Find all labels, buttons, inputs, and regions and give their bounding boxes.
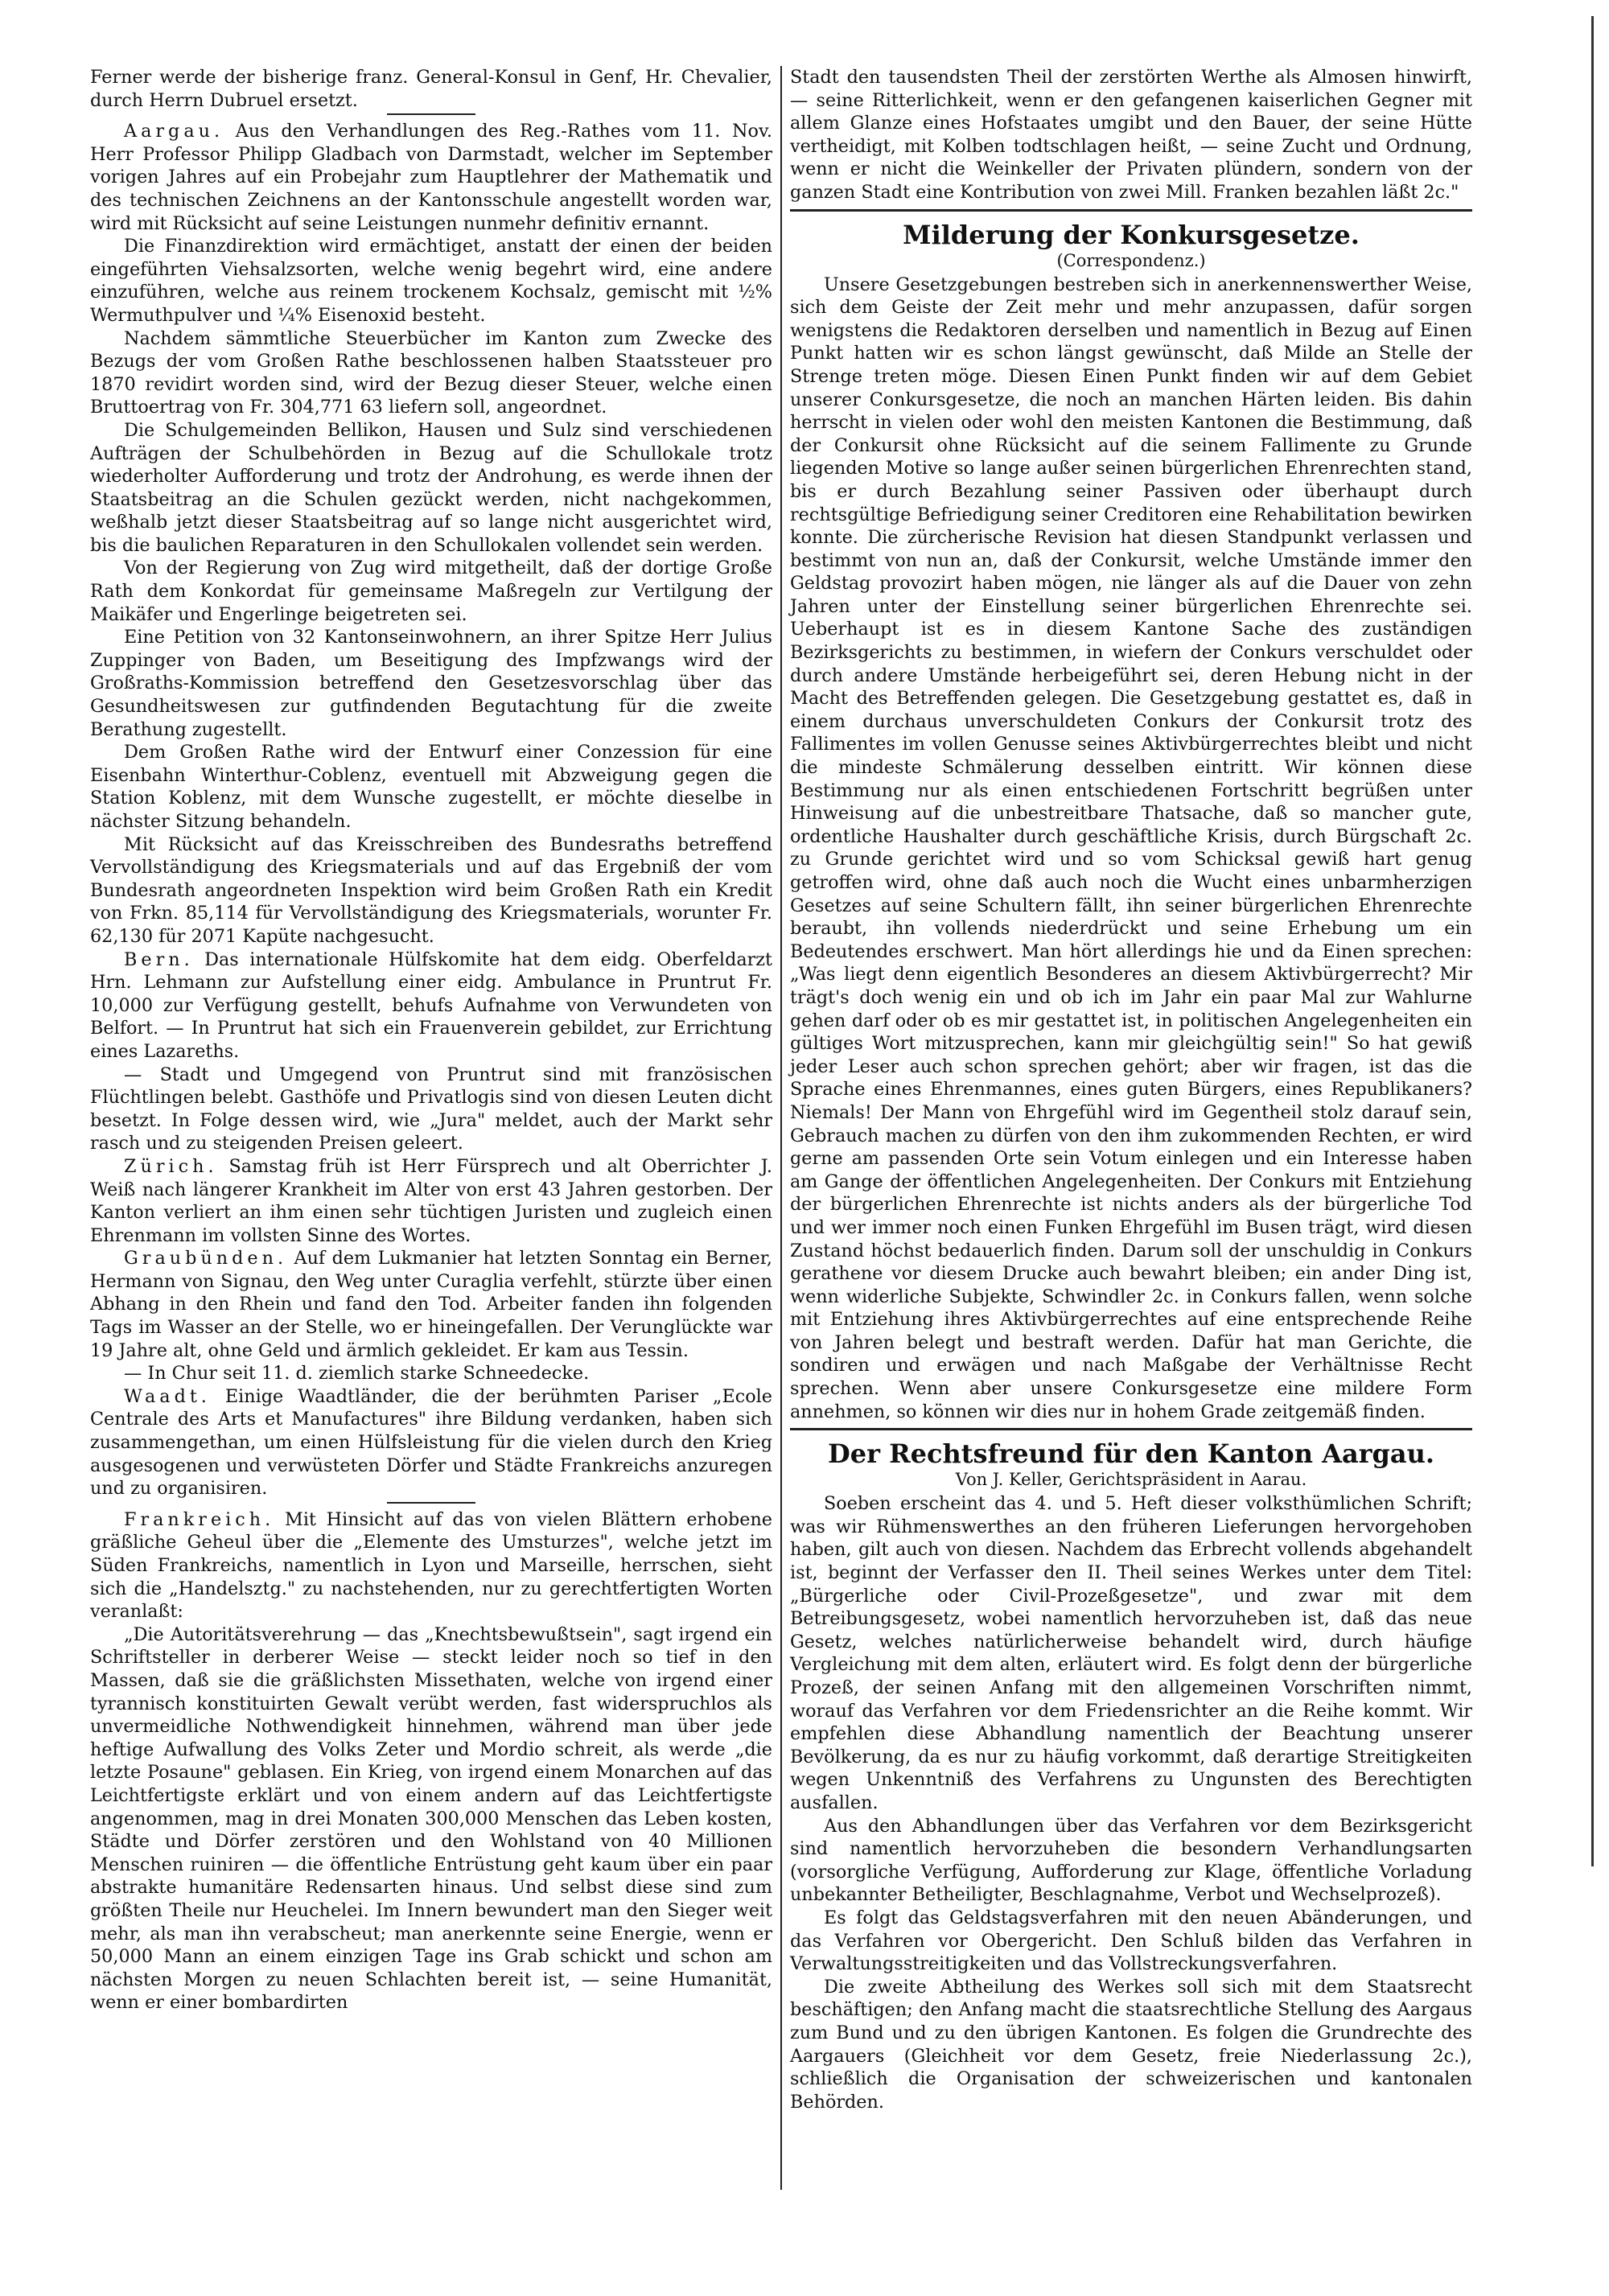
rechtsfreund-article-title: Der Rechtsfreund für den Kanton Aargau. xyxy=(827,1438,1435,1470)
rechtsfreund-paragraph-1: Soeben erscheint das 4. und 5. Heft dieser volksthümlichen Schrift; was wir Rühmenswerthes an den früheren Lieferungen hervorgehoben haben, gilt auch von diesen. Nachdem das Erbrecht vollends abgehandelt ist, beginnt der Verfasser den II. Theil seines Werkes unter dem Titel: „Bürgerliche oder Civil-Prozeßgesetze", und zwar mit dem Betreibungsgesetz, wobei namentlich hervorzuheben ist, daß das neue Gesetz, welches natürlicherweise behandelt wird, durch häufige Vergleichung mit dem alten, erläutert wird. Es folgt denn der bürgerliche Prozeß, der seinen Anfang mit den allgemeinen Vorschriften nimmt, worauf das Verfahren vor dem Friedensrichter an die Reihe kommt. Wir empfehlen diese Abhandlung namentlich der Beachtung unserer Bevölkerung, da es nur zu häufig vorkommt, daß derartige Streitigkeiten wegen Unkenntniß des Verfahrens zu Ungunsten des Berechtigten ausfallen. xyxy=(790,1493,1472,1813)
graubuenden-text: Auf dem Lukmanier hat letzten Sonntag ein Berner, Hermann von Signau, den Weg unter Curaglia verfehlt, stürzte über einen Abhang in den Rhein und fand den Tod. Arbeiter fanden ihn folgenden Tags im Wasser an der Stelle, wo er hineingefallen. Der Verunglückte war 19 Jahre alt, ohne Geld und ärmlich gekleidet. Er kam aus Tessin. xyxy=(90,1248,772,1361)
graubuenden-paragraph xyxy=(90,1247,772,1362)
rechtsfreund-byline: Von J. Keller, Gerichtspräsident in Aarau. xyxy=(955,1470,1307,1490)
aargau-salt-paragraph: Die Finanzdirektion wird ermächtiget, anstatt der einen der beiden eingeführten Viehsalzsorten, welche wenig begehrt wird, eine andere einzuführen, welche aus reinem trockenem Kochsalz, gemischt mit ½% Wermuthpulver und ¼% Eisenoxid besteht. xyxy=(90,236,772,326)
konkurs-byline: (Correspondenz.) xyxy=(1056,250,1206,270)
place-zuerich: Zürich. xyxy=(124,1155,218,1177)
aargau-war-material-paragraph: Mit Rücksicht auf das Kreisschreiben des Bundesraths betreffend Vervollständigung des Kriegsmaterials und auf das Ergebniß der vom Bundesrath angeordneten Inspektion wird beim Großen Rath ein Kredit von Frkn. 85,114 für Vervollständigung des Kriegsmaterials, worunter Fr. 62,130 für 2071 Kapüte nachgesucht. xyxy=(90,833,772,947)
aargau-zug-paragraph: Von der Regierung von Zug wird mitgetheilt, daß der dortige Große Rath dem Konkordat für gemeinsame Maßregeln zur Vertilgung der Maikäfer und Engerlinge beigetreten sei. xyxy=(90,558,772,625)
binding-edge-line xyxy=(1591,16,1594,1866)
separator-rule xyxy=(387,113,475,115)
chur-paragraph: — In Chur seit 11. d. ziemlich starke Schneedecke. xyxy=(124,1363,590,1385)
aargau-railway-paragraph: Dem Großen Rathe wird der Entwurf einer Conzession für eine Eisenbahn Winterthur-Coblenz, eventuell mit Abzweigung gegen die Station Koblenz, mit dem Wunsche zugestellt, er möchte dieselbe in nächster Sitzung behandeln. xyxy=(90,742,772,832)
aargau-paragraph xyxy=(90,120,772,235)
quote-continuation-paragraph: Stadt den tausendsten Theil der zerstörten Werthe als Almosen hinwirft, — seine Ritterlichkeit, wenn er den gefangenen kaiserlichen Gegner mit allem Glanze eines Hofstaates umgibt und den Bauer, der seine Hütte vertheidigt, mit Kolben todtschlagen heißt, — seine Zucht und Ordnung, wenn er nicht die Weinkeller der Privaten plündern, sondern von der ganzen Stadt eine Kontribution von zwei Mill. Franken bezahlen läßt 2c." xyxy=(790,67,1472,203)
place-waadt: Waadt. xyxy=(124,1385,211,1407)
separator-rule xyxy=(387,1502,475,1504)
aargau-school-paragraph: Die Schulgemeinden Bellikon, Hausen und Sulz sind verschiedenen Aufträgen der Schulbehörden in Bezug auf die Schullokale trotz wiederholter Aufforderung und trotz der Androhung, es werde ihnen der Staatsbeitrag an die Schulen gezückt werden, nicht nachgekommen, weßhalb jetzt dieser Staatsbeitrag auf so lange nicht ausgerichtet wird, bis die baulichen Reparaturen in den Schullokalen vollendet sein werden. xyxy=(90,419,772,556)
aargau-petition-paragraph: Eine Petition von 32 Kantonseinwohnern, an ihrer Spitze Herr Julius Zuppinger von Baden, um Beseitigung des Impfzwangs wird der Großraths-Kommission betreffend den Gesetzesvorschlag über das Gesundheitswesen zur gutfindenden Begutachtung für die zweite Berathung zugestellt. xyxy=(90,627,772,740)
rechtsfreund-paragraph-4: Die zweite Abtheilung des Werkes soll sich mit dem Staatsrecht beschäftigen; den Anfang macht die staatsrechtliche Stellung des Aargaus zum Bund und zu den übrigen Kantonen. Es folgen die Grundrechte des Aargauers (Gleichheit vor dem Gesetz, freie Niederlassung 2c.), schließlich die Organisation der schweizerischen und kantonalen Behörden. xyxy=(790,1976,1472,2113)
frankreich-paragraph xyxy=(90,1508,772,1623)
place-bern: Bern. xyxy=(124,948,194,970)
aargau-tax-paragraph: Nachdem sämmtliche Steuerbücher im Kanton zum Zwecke des Bezugs der vom Großen Rathe beschlossenen halben Staatssteuer pro 1870 revidirt worden sind, wird der Bezug dieser Steuer, welche einen Bruttoertrag von Fr. 304,771 63 liefern soll, angeordnet. xyxy=(90,327,772,418)
waadt-paragraph xyxy=(90,1385,772,1500)
page-edge xyxy=(1577,0,1609,2296)
zuerich-paragraph xyxy=(90,1155,772,1247)
aargau-text: Aus den Verhandlungen des Reg.-Rathes vom 11. Nov. Herr Professor Philipp Gladbach von Darmstadt, welcher im September vorigen Jahres auf ein Probejahr zum Hauptlehrer der Mathematik und des technischen Zeichnens an der Kantonsschule angestellt worden war, wird mit Rücksicht auf seine Leistungen nunmehr definitiv ernannt. xyxy=(90,121,772,234)
section-rule xyxy=(790,1428,1472,1430)
bern-text: Das internationale Hülfskomite hat dem eidg. Oberfeldarzt Hrn. Lehmann zur Aufstellung einer eidg. Ambulance in Pruntrut Fr. 10,000 zur Verfügung gestellt, behufs Aufnahme von Verwundeten von Belfort. — In Pruntrut hat sich ein Frauenverein gebildet, zur Errichtung eines Lazareths. xyxy=(90,948,772,1062)
bern-paragraph xyxy=(90,948,772,1064)
zuerich-text: Samstag früh ist Herr Fürsprech und alt Oberrichter J. Weiß nach längerer Krankheit im Alter von erst 43 Jahren gestorben. Der Kanton verliert an ihm einen sehr tüchtigen Juristen und zugleich einen Ehrenmann im vollsten Sinne des Wortes. xyxy=(90,1155,772,1246)
rechtsfreund-paragraph-3: Es folgt das Geldstagsverfahren mit den neuen Abänderungen, und das Verfahren vor Obergericht. Den Schluß bilden das Verfahren in Verwaltungsstreitigkeiten und das Vollstreckungsverfahren. xyxy=(790,1907,1472,1975)
bern-refugees-paragraph: — Stadt und Umgegend von Pruntrut sind mit französischen Flüchtlingen belebt. Gasthöfe und Privatlogis sind von diesen Leuten dicht besetzt. In Folge dessen wird, wie „Jura" meldet, auch der Markt sehr rasch und zu steigenden Preisen geleert. xyxy=(90,1064,772,1154)
place-aargau: Aargau. xyxy=(124,121,224,142)
column-divider xyxy=(780,66,782,2190)
consul-paragraph: Ferner werde der bisherige franz. General-Konsul in Genf, Hr. Chevalier, durch Herrn Dubruel ersetzt. xyxy=(90,67,772,111)
waadt-text: Einige Waadtländer, die der berühmten Pariser „Ecole Centrale des Arts et Manufactures" ihre Bildung verdanken, haben sich zusammengethan, um einen Hülfsleistung für die vielen durch den Krieg ausgesogenen und verwüsteten Dörfer und Städte Frankreichs anzuregen und zu organisiren. xyxy=(90,1385,772,1500)
section-rule xyxy=(790,209,1472,212)
right-column xyxy=(790,66,1472,2113)
place-frankreich: Frankreich. xyxy=(124,1508,275,1530)
konkurs-article-title: Milderung der Konkursgesetze. xyxy=(903,219,1360,250)
konkurs-paragraph: Unsere Gesetzgebungen bestreben sich in anerkennenswerther Weise, sich dem Geiste der Zeit mehr und mehr anzupassen, dafür sorgen wenigstens die Redaktoren derselben und namentlich in Bezug auf Einen Punkt hatten wir es schon längst gewünscht, daß Milde an Stelle der Strenge treten möge. Diesen Einen Punkt finden wir auf dem Gebiet unserer Conkursgesetze, die noch an manchen Härten leiden. Bis dahin herrscht in vielen oder wohl den meisten Kantonen die Bestimmung, daß der Conkursit ohne Rücksicht auf die seinem Fallimente zu Grunde liegenden Motive so lange außer seinen bürgerlichen Ehrenrechten stand, bis er durch Bezahlung seiner Passiven oder überhaupt durch rechtsgültige Befriedigung seiner Creditoren eine Rehabilitation bewirken konnte. Die zürcherische Revision hat diesen Standpunkt verlassen und bestimmt von nun an, daß der Conkursit, welche Umstände immer den Geldstag provozirt haben mögen, nie länger als auf die Dauer von zehn Jahren unter der Einstellung seiner bürgerlichen Ehrenrechte sei. Ueberhaupt ist es in diesem Kantone Sache des zuständigen Bezirksgerichts zu bestimmen, in wiefern der Conkurs verschuldet oder durch andere Umstände herbeigeführt sei, deren Hebung nicht in der Macht des Betreffenden gelegen. Die Gesetzgebung gestattet es, daß in einem durchaus unverschuldeten Conkurs der Conkursit trotz des Fallimentes im vollen Genusse seines Aktivbürgerrechtes bleibt und nicht die mindeste Schmälerung desselben eintritt. Wir können diese Bestimmung nur als einen entschiedenen Fortschritt begrüßen unter Hinweisung auf die unbestreitbare Thatsache, daß so mancher gute, ordentliche Haushalter durch geschäftliche Krisis, durch Bürgschaft 2c. zu Grunde gerichtet wird und so vom Schicksal gewiß hart genug getroffen wird, ohne daß auch noch die Wucht eines unbarmherzigen Gesetzes auf seine Schultern fällt, ihn seiner bürgerlichen Ehrenrechte beraubt, ihn vollends niederdrückt und seine Erhebung um ein Bedeutendes erschwert. Man hört allerdings hie und da Einen sprechen: „Was liegt denn eigentlich Besonderes an diesem Aktivbürgerrecht? Mir trägt's doch wenig ein und ob ich im Jahr ein paar Mal zur Wahlurne gehen darf oder ob es mir gestattet ist, in politischen Angelegenheiten ein gültiges Wort mitzusprechen, kann mir gleichgültig sein!" So hat gewiß jeder Leser auch schon sprechen gehört; aber wir fragen, ist das die Sprache eines Ehrenmannes, eines guten Bürgers, eines Republikaners? Niemals! Der Mann von Ehrgefühl wird im Gegentheil stolz darauf sein, Gebrauch machen zu dürfen von den ihm zukommenden Rechten, er wird gerne am passenden Orte sein Votum einlegen und ein Interesse haben am Gange der öffentlichen Angelegenheiten. Der Conkurs mit Entziehung der bürgerlichen Ehrenrechte ist nichts anders als der bürgerliche Tod und wer immer noch einen Funken Ehrgefühl im Busen trägt, wird diesen Zustand höchst bedauerlich finden. Darum soll der unschuldig in Conkurs gerathene vor diesem Drucke auch bewahrt bleiben; ein ander Ding ist, wenn widerliche Subjekte, Schwindler 2c. in Conkurs fallen, wenn solche mit Entziehung ihres Aktivbürgerrechtes auf eine entsprechende Reihe von Jahren belegt und bestraft werden. Dafür hat man Gerichte, die sondiren und erwägen und nach Maßgabe der Verhältnisse Recht sprechen. Wenn aber unsere Conkursgesetze eine mildere Form annehmen, so können wir dies nur in hohem Grade zeitgemäß finden. xyxy=(790,274,1472,1422)
frankreich-text: Mit Hinsicht auf das von vielen Blättern erhobene gräßliche Geheul über die „Elemente des Umsturzes", welche jetzt im Süden Frankreichs, namentlich in Lyon und Marseille, herrschen, sieht sich die „Handelsztg." zu nachstehenden, nur zu gerechtfertigten Worten veranlaßt: xyxy=(90,1508,772,1623)
frankreich-quote-paragraph: „Die Autoritätsverehrung — das „Knechtsbewußtsein", sagt irgend ein Schriftsteller in derberer Weise — steckt leider noch so tief in den Massen, daß sie die gräßlichsten Missethaten, welche von irgend einer tyrannisch konstituirten Gewalt verübt werden, fast widerspruchlos als unvermeidliche Nothwendigkeit hinnehmen, während man über jede heftige Aufwallung des Volks Zeter und Mordio schreit, als werde „die letzte Posaune" geblasen. Ein Krieg, von irgend einem Monarchen auf das Leichtfertigste erklärt und von einem andern auf das Leichtfertigste angenommen, mag in drei Monaten 300,000 Menschen das Leben kosten, Städte und Dörfer zerstören und den Wohlstand von 40 Millionen Menschen ruiniren — die öffentliche Entrüstung geht kaum über ein paar abstrakte humanitäre Redensarten hinaus. Und selbst diese sind zum größten Theile nur Heuchelei. Im Innern bewundert man den Sieger weit mehr, als man ihn verabscheut; man anerkennte seine Energie, wenn er 50,000 Mann an einem einzigen Tage ins Grab schickt und schon am nächsten Morgen zu neuen Schlachten bereit ist, — seine Humanität, wenn er einer bombardirten xyxy=(90,1623,772,2014)
rechtsfreund-paragraph-2: Aus den Abhandlungen über das Verfahren vor dem Bezirksgericht sind namentlich hervorzuheben die besondern Verhandlungsarten (vorsorgliche Verfügung, Aufforderung zur Klage, öffentliche Vorladung unbekannter Betheiligter, Beschlagnahme, Verbot und Wechselprozeß). xyxy=(790,1815,1472,1906)
left-column xyxy=(90,66,772,2014)
place-graubuenden: Graubünden. xyxy=(124,1248,288,1269)
